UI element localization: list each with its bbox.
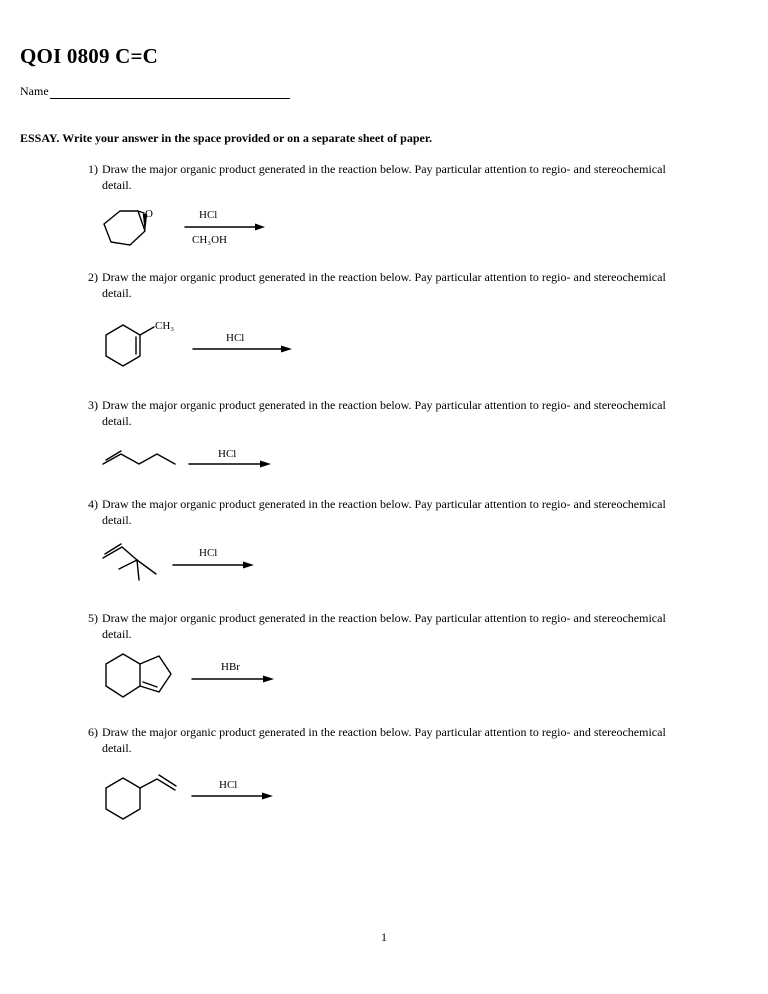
question-number: 4) xyxy=(88,497,98,511)
question-number: 5) xyxy=(88,611,98,625)
page-number: 1 xyxy=(381,930,387,944)
reaction-2 xyxy=(95,316,305,378)
methyl-bond xyxy=(140,327,154,335)
reagent-below: CH₃OH xyxy=(192,234,228,246)
question-text: Draw the major organic product generated in the reaction below. Pay particular attention to regio- and stereochemical detail. xyxy=(102,270,666,300)
arrow-head xyxy=(263,676,274,683)
reaction-5 xyxy=(95,652,285,704)
question-number: 2) xyxy=(88,270,98,284)
reagent-above: HCl xyxy=(219,779,238,791)
cyclohexene-ring xyxy=(106,325,140,366)
reagent-above: HCl xyxy=(199,547,218,559)
methyl-label: CH₃ xyxy=(155,320,175,332)
reagent-above: HCl xyxy=(226,332,245,344)
question-number: 6) xyxy=(88,725,98,739)
methyl-bond xyxy=(137,560,139,580)
question-1 xyxy=(88,161,688,193)
six-membered-ring xyxy=(106,654,140,697)
question-2 xyxy=(88,269,688,301)
instructions: ESSAY. Write your answer in the space provided or on a separate sheet of paper. xyxy=(20,131,433,145)
methyl-bond xyxy=(137,560,156,574)
question-5 xyxy=(88,610,688,642)
question-text: Draw the major organic product generated in the reaction below. Pay particular attention to regio- and stereochemical detail. xyxy=(102,162,666,192)
name-label: Name xyxy=(20,84,49,98)
question-text: Draw the major organic product generated in the reaction below. Pay particular attention to regio- and stereochemical detail. xyxy=(102,497,666,527)
arrow-head xyxy=(262,793,273,800)
arrow-head xyxy=(243,562,254,569)
arrow-head xyxy=(255,224,265,231)
arrow-head xyxy=(281,346,292,353)
oxygen-label: O xyxy=(145,208,153,220)
reaction-4 xyxy=(95,540,270,585)
double-bond xyxy=(143,682,157,687)
question-4 xyxy=(88,496,688,528)
question-text: Draw the major organic product generated in the reaction below. Pay particular attention to regio- and stereochemical detail. xyxy=(102,611,666,641)
vinyl-chain xyxy=(140,779,175,790)
question-number: 1) xyxy=(88,162,98,176)
reaction-6 xyxy=(95,772,285,822)
reagent-above: HBr xyxy=(221,661,240,673)
question-number: 3) xyxy=(88,398,98,412)
question-text: Draw the major organic product generated in the reaction below. Pay particular attention to regio- and stereochemical detail. xyxy=(102,725,666,755)
question-text: Draw the major organic product generated in the reaction below. Pay particular attention to regio- and stereochemical detail. xyxy=(102,398,666,428)
name-blank[interactable] xyxy=(50,86,290,99)
double-bond xyxy=(159,775,176,786)
reaction-1 xyxy=(95,198,285,260)
page-title: QOI 0809 C=C xyxy=(20,44,159,68)
cyclohexane-ring xyxy=(106,778,140,819)
question-6 xyxy=(88,724,688,756)
cyclopentane-ring xyxy=(104,211,145,245)
methyl-bond xyxy=(119,560,137,569)
arrow-head xyxy=(260,461,271,468)
reagent-above: HCl xyxy=(199,209,218,221)
vinyl-chain xyxy=(103,547,137,560)
question-3 xyxy=(88,397,688,429)
name-field xyxy=(20,84,290,99)
reagent-above: HCl xyxy=(218,448,237,460)
reaction-3 xyxy=(95,442,285,474)
